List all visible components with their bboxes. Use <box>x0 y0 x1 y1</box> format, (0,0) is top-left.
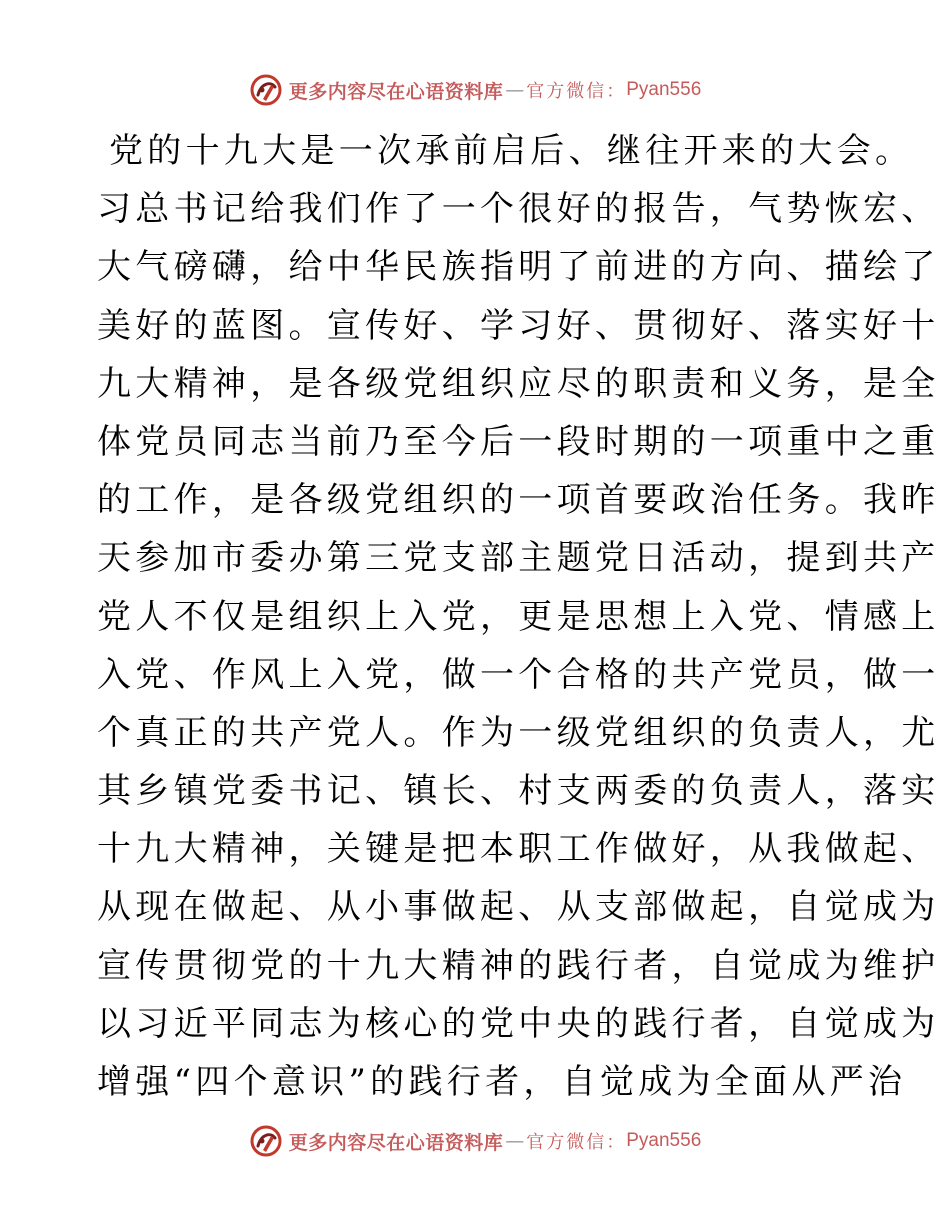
text-line: 从现在做起、从小事做起、从支部做起，自觉成为 <box>97 887 940 928</box>
red-swirl-pen-logo-icon <box>249 73 283 107</box>
header-banner-separator: — <box>505 79 525 101</box>
text-line: 宣传贯彻党的十九大精神的践行者，自觉成为维护 <box>97 945 940 986</box>
text-line: 十九大精神，关键是把本职工作做好，从我做起、 <box>97 829 940 870</box>
text-line: 个真正的共产党人。作为一级党组织的负责人，尤 <box>97 712 940 753</box>
header-banner <box>0 68 950 112</box>
text-line: 党人不仅是组织上入党，更是思想上入党、情感上 <box>97 596 940 637</box>
footer-banner-main-text: 更多内容尽在心语资料库 <box>288 1131 504 1154</box>
header-banner-wechat-id: Pyan556 <box>626 79 702 100</box>
text-line: 习总书记给我们作了一个很好的报告，气势恢宏、 <box>97 189 940 230</box>
red-swirl-pen-logo-icon <box>249 1124 283 1158</box>
text-line: 其乡镇党委书记、镇长、村支两委的负责人，落实 <box>97 771 940 812</box>
text-line: 九大精神，是各级党组织应尽的职责和义务，是全 <box>97 363 940 404</box>
text-line: 增强“四个意识”的践行者，自觉成为全面从严治 <box>97 1062 907 1102</box>
text-line: 入党、作风上入党，做一个合格的共产党员，做一 <box>97 654 940 695</box>
footer-banner-wechat-id: Pyan556 <box>626 1130 702 1151</box>
text-line: 天参加市委办第三党支部主题党日活动，提到共产 <box>97 538 940 579</box>
footer-banner-separator: — <box>505 1130 525 1152</box>
body-paragraph <box>97 122 940 1111</box>
text-line: 以习近平同志为核心的党中央的践行者，自觉成为 <box>97 1003 940 1044</box>
text-line: 的工作，是各级党组织的一项首要政治任务。我昨 <box>97 480 940 521</box>
text-line: 大气磅礴，给中华民族指明了前进的方向、描绘了 <box>97 247 940 288</box>
header-banner-main-text: 更多内容尽在心语资料库 <box>288 80 504 103</box>
footer-banner-label: 官方微信： <box>526 1132 627 1153</box>
header-banner-label: 官方微信： <box>526 81 627 102</box>
footer-banner <box>0 1119 950 1163</box>
text-line: 体党员同志当前乃至今后一段时期的一项重中之重 <box>97 421 940 462</box>
text-line: 党的十九大是一次承前启后、继往开来的大会。 <box>109 131 914 171</box>
text-line: 美好的蓝图。宣传好、学习好、贯彻好、落实好十 <box>97 305 940 346</box>
